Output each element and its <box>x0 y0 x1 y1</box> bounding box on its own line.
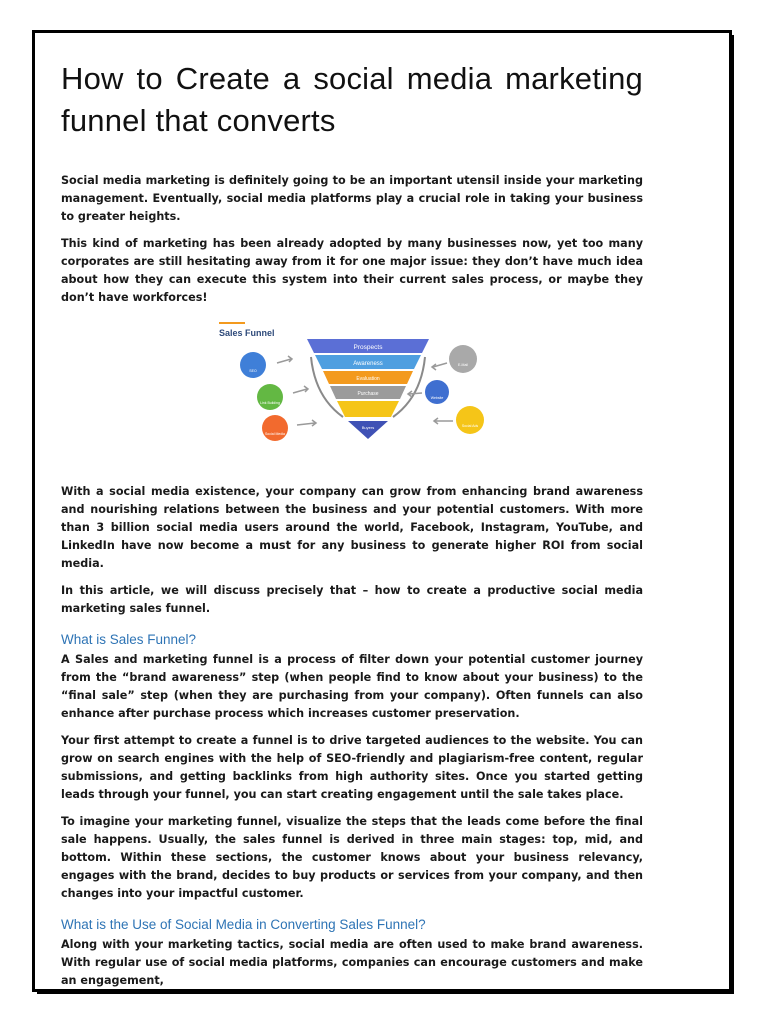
intro-paragraph-2: This kind of marketing has been already adopted by many businesses now, yet too many corporates are still hesitating away from it for one major issue: they don’t have much idea about how they can execute this system into their current sales process, or maybe they don’t have workforces! <box>61 237 643 304</box>
document-body <box>61 58 643 999</box>
figure-title: Sales Funnel <box>219 328 275 338</box>
section1-paragraph-2: Your first attempt to create a funnel is to drive targeted audiences to the website. You can grow on search engines with the help of SEO-friendly and plagiarism-free content, regular submissions, and getting backlinks from high authority sites. Once you started getting leads through your funnel, you can start creating engagement until the sale takes place. <box>61 734 643 801</box>
section2-paragraph-1: Along with your marketing tactics, social media are often used to make brand awareness. With regular use of social media platforms, companies can encourage customers and make an engagement, <box>61 938 643 987</box>
website-icon-label: Website <box>430 396 444 400</box>
link-building-icon <box>257 384 283 410</box>
document-title: How to Create a social media marketing funnel that converts <box>61 61 643 138</box>
left-arrow-2-icon <box>293 386 308 393</box>
section1-paragraph-3: To imagine your marketing funnel, visualize the steps that the leads come before the final sale happens. Usually, the sales funnel is derived in three main stages: top, mid, and bottom. Within these sections, the customer knows about your business relevancy, engages with the brand, decides to buy products or services from your company, and then changes into your impactful customer. <box>61 815 643 900</box>
social-ads-icon <box>456 406 484 434</box>
body-paragraph-1: With a social media existence, your company can grow from enhancing brand awareness and nourishing relations between the business and your potential customers. With more than 3 billion social media users around the world, Facebook, Instagram, YouTube, and LinkedIn have now become a must for any business to generate higher ROI from social media. <box>61 485 643 570</box>
sales-funnel-figure <box>61 317 643 463</box>
intro-paragraph-1: Social media marketing is definitely going to be an important utensil inside your marketing management. Eventually, social media platforms play a crucial role in taking your business to greater heights. <box>61 174 643 223</box>
funnel-label-awareness: Awareness <box>353 361 383 367</box>
section1-paragraph-1: A Sales and marketing funnel is a process of filter down your potential customer journey from the “brand awareness” step (when people find to know about your business) to the “final sale” step (when they are purchasing from your company). Often funnels can also enhance after purchase process which increases customer preservation. <box>61 653 643 720</box>
section-heading-sales-funnel: What is Sales Funnel? <box>61 632 197 647</box>
website-icon <box>425 380 449 404</box>
body-paragraph-2: In this article, we will discuss precisely that – how to create a productive social media marketing sales funnel. <box>61 584 643 615</box>
funnel-label-buyers: Buyers <box>361 425 375 430</box>
email-icon-label: E-Mail <box>458 363 468 367</box>
social-media-icon <box>262 415 288 441</box>
sales-funnel-illustration <box>211 317 501 463</box>
funnel-label-prospects: Prospects <box>353 344 383 351</box>
social-media-icon-label: Social Media <box>264 432 286 436</box>
section-heading-social-media-use: What is the Use of Social Media in Converting Sales Funnel? <box>61 917 426 932</box>
seo-icon <box>240 352 266 378</box>
funnel-label-purchase: Purchase <box>357 391 379 397</box>
funnel-stage-yellow <box>337 401 399 417</box>
left-arrow-1-icon <box>277 356 292 363</box>
seo-icon-label: SEO <box>249 369 257 373</box>
right-arrow-1-icon <box>432 363 447 370</box>
figure-title-accent <box>219 322 245 324</box>
social-ads-icon-label: Social Ads <box>461 424 479 428</box>
link-building-icon-label: Link Building <box>260 401 280 405</box>
funnel-stage-buyers <box>348 421 388 439</box>
funnel-label-evaluation: Evaluation <box>356 376 380 382</box>
email-icon <box>449 345 477 373</box>
right-arrow-3-icon <box>434 418 453 424</box>
left-arrow-3-icon <box>297 420 316 426</box>
